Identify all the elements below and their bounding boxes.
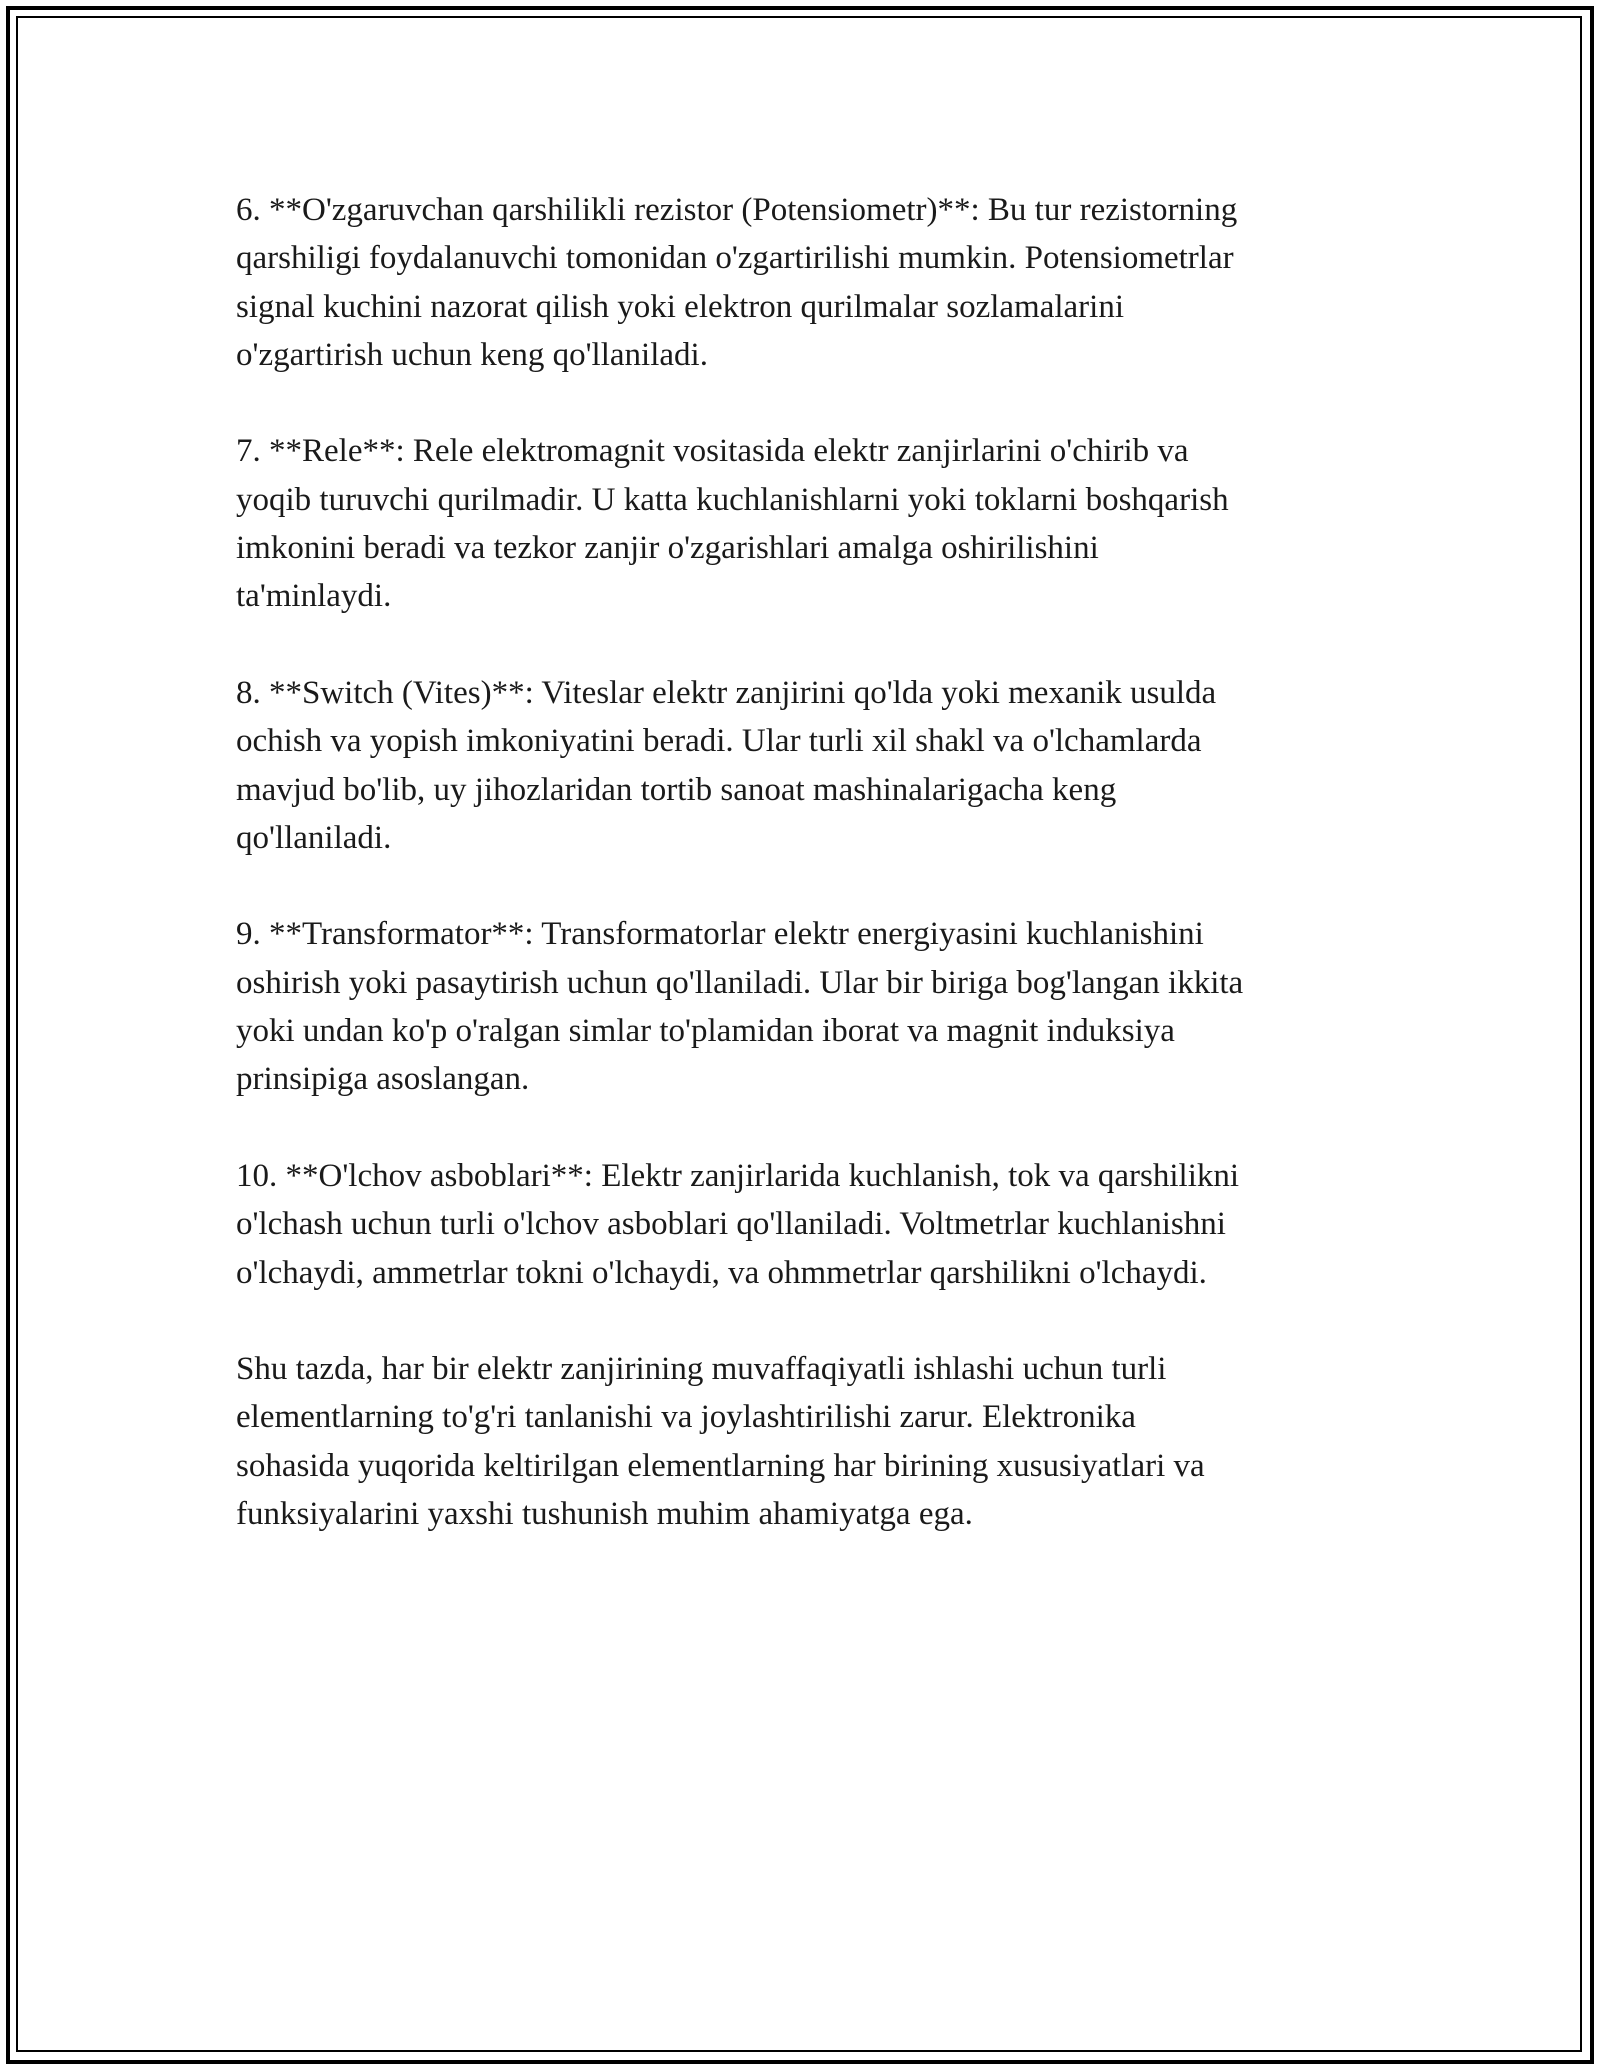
paragraph-relay: 7. **Rele**: Rele elektromagnit vositasida elektr zanjirlarini o'chirib va yoqib turuvchi qurilmadir. U katta kuchlanishlarni yoki toklarni boshqarish imkonini beradi va tezkor zanjir o'zgarishlari amalga oshirilishini ta'minlaydi. xyxy=(236,433,1229,615)
paragraph-potentiometer: 6. **O'zgaruvchan qarshilikli rezistor (Potensiometr)**: Bu tur rezistorning qarshiligi foydalanuvchi tomonidan o'zgartirilishi mumkin. Potensiometrlar signal kuchini nazorat qilish yoki elektron qurilmalar sozlamalarini o'zgartirish uchun keng qo'llaniladi. xyxy=(236,192,1238,373)
paragraph-transformer: 9. **Transformator**: Transformatorlar elektr energiyasini kuchlanishini oshirish yoki pasaytirish uchun qo'llaniladi. Ular bir biriga bog'langan ikkita yoki undan ko'p o'ralgan simlar to'plamidan iborat va magnit induksiya prinsipiga asoslangan. xyxy=(236,916,1244,1098)
paragraph-switch: 8. **Switch (Vites)**: Viteslar elektr zanjirini qo'lda yoki mexanik usulda ochish va yopish imkoniyatini beradi. Ular turli xil shakl va o'lchamlarda mavjud bo'lib, uy jihozlaridan tortib sanoat mashinalarigacha keng qo'llaniladi. xyxy=(236,674,1217,856)
paragraph-measuring-instruments: 10. **O'lchov asboblari**: Elektr zanjirlarida kuchlanish, tok va qarshilikni o'lchash uchun turli o'lchov asboblari qo'llaniladi. Voltmetrlar kuchlanishni o'lchaydi, ammetrlar tokni o'lchaydi, va ohmmetrlar qarshilikni o'lchaydi. xyxy=(236,1157,1240,1291)
paragraph-conclusion: Shu tazda, har bir elektr zanjirining muvaffaqiyatli ishlashi uchun turli elementlarning to'g'ri tanlanishi va joylashtirilishi zarur. Elektronika sohasida yuqorida keltirilgan elementlarning har birining xususiyatlari va funksiyalarini yaxshi tushunish muhim ahamiyatga ega. xyxy=(236,1351,1205,1533)
page-content xyxy=(236,186,1366,1587)
